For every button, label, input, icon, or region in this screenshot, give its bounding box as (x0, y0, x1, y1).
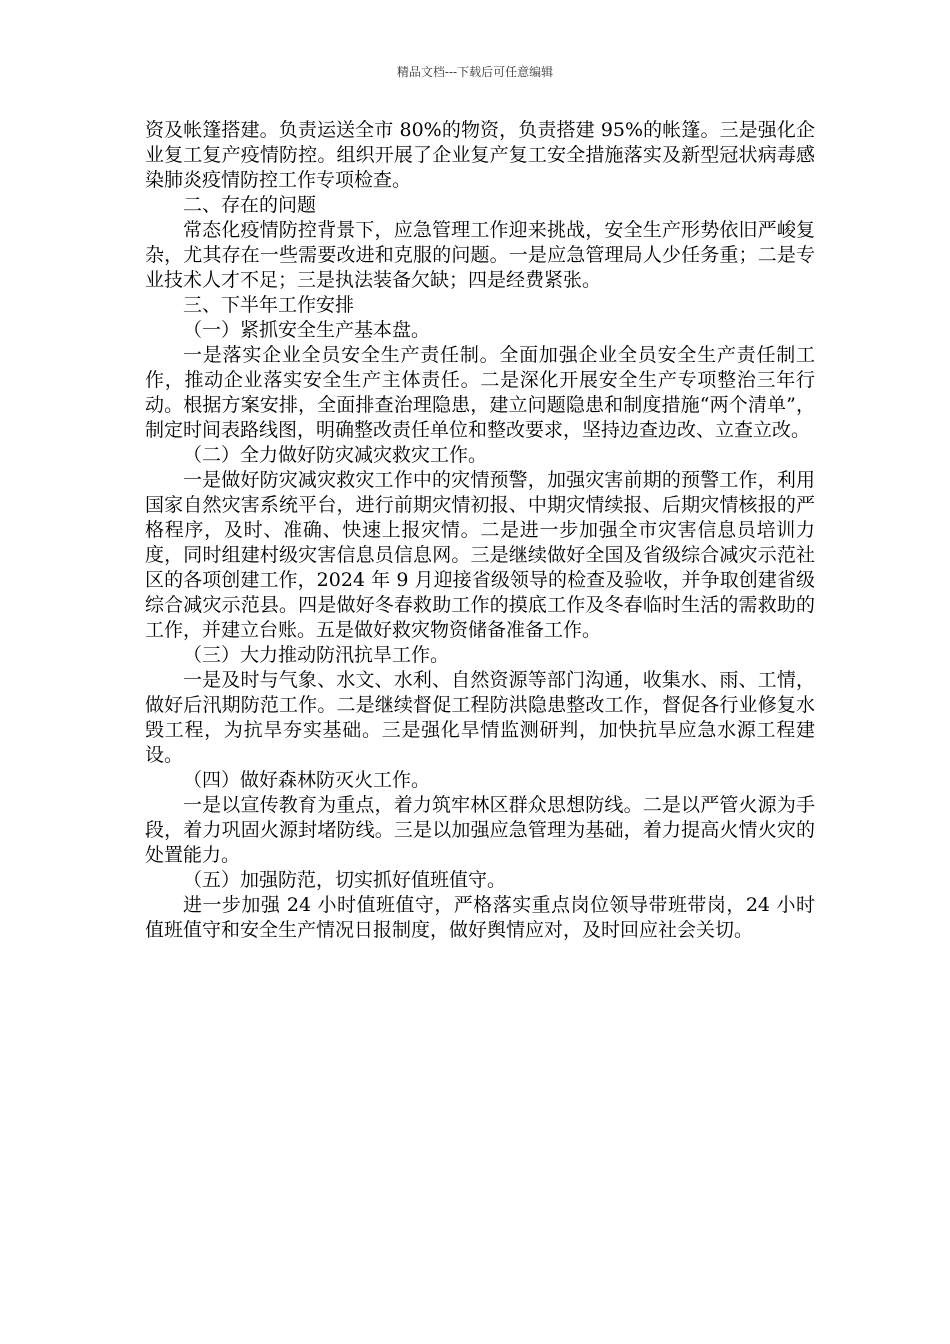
paragraph: 进一步加强 24 小时值班值守，严格落实重点岗位领导带班带岗，24 小时值班值守和安全生产情况日报制度，做好舆情应对，及时回应社会关切。 (145, 894, 815, 941)
section-heading-problems: 二、存在的问题 (183, 194, 317, 216)
paragraph: 常态化疫情防控背景下，应急管理工作迎来挑战，安全生产形势依旧严峻复杂，尤其存在一些需要改进和克服的问题。一是应急管理局人少任务重；二是专业技术人才不足；三是执法装备欠缺；四是经费紧张。 (145, 219, 815, 291)
subsection-heading: （一）紧抓安全生产基本盘。 (183, 319, 431, 341)
subsection-heading: （二）全力做好防灾减灾救灾工作。 (183, 444, 488, 466)
document-body (145, 118, 815, 943)
subsection-heading: （三）大力推动防汛抗旱工作。 (183, 644, 450, 666)
subsection-heading: （四）做好森林防灭火工作。 (183, 769, 431, 791)
section-heading-plan: 三、下半年工作安排 (183, 294, 355, 316)
paragraph: 一是以宣传教育为重点，着力筑牢林区群众思想防线。二是以严管火源为手段，着力巩固火源封堵防线。三是以加强应急管理为基础，着力提高火情火灾的处置能力。 (145, 794, 815, 866)
subsection-heading: （五）加强防范，切实抓好值班值守。 (183, 869, 507, 891)
page-header: 精品文档---下载后可任意编辑 (396, 65, 554, 79)
paragraph-continued: 资及帐篷搭建。负责运送全市 80%的物资，负责搭建 95%的帐篷。三是强化企业复工复产疫情防控。组织开展了企业复产复工安全措施落实及新型冠状病毒感染肺炎疫情防控工作专项检查。 (145, 119, 815, 191)
paragraph: 一是落实企业全员安全生产责任制。全面加强企业全员安全生产责任制工作，推动企业落实安全生产主体责任。二是深化开展安全生产专项整治三年行动。根据方案安排，全面排查治理隐患，建立问题隐患和制度措施“两个清单”，制定时间表路线图，明确整改责任单位和整改要求，坚持边查边改、立查立改。 (145, 344, 815, 441)
paragraph: 一是及时与气象、水文、水利、自然资源等部门沟通，收集水、雨、工情，做好后汛期防范工作。二是继续督促工程防洪隐患整改工作，督促各行业修复水毁工程，为抗旱夯实基础。三是强化旱情监测研判，加快抗旱应急水源工程建设。 (145, 669, 815, 766)
paragraph: 一是做好防灾减灾救灾工作中的灾情预警，加强灾害前期的预警工作，利用国家自然灾害系统平台，进行前期灾情初报、中期灾情续报、后期灾情核报的严格程序，及时、准确、快速上报灾情。二是进一步加强全市灾害信息员培训力度，同时组建村级灾害信息员信息网。三是继续做好全国及省级综合减灾示范社区的各项创建工作，2024 年 9 月迎接省级领导的检查及验收，并争取创建省级综合减灾示范县。四是做好冬春救助工作的摸底工作及冬春临时生活的需救助的工作，并建立台账。五是做好救灾物资储备准备工作。 (145, 469, 815, 641)
